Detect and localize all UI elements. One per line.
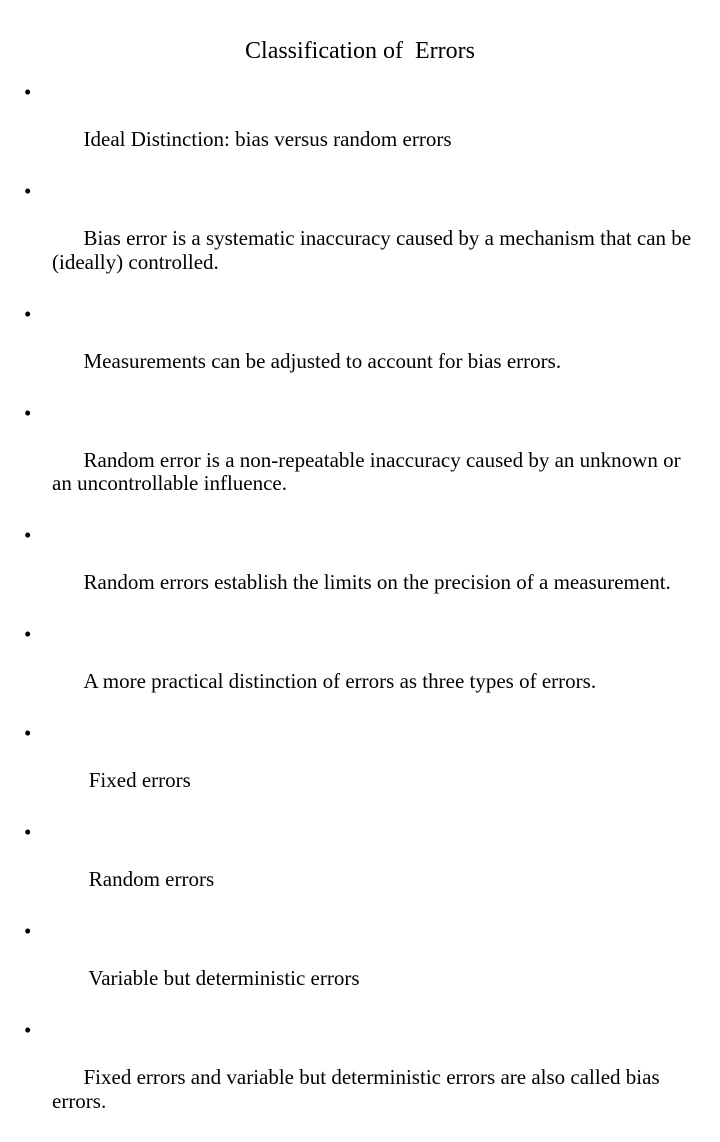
bullet-dot-icon: •	[24, 1018, 32, 1042]
bullet-item	[20, 1019, 700, 1137]
bullet-dot-icon: •	[24, 80, 32, 104]
bullet-text: Random errors	[83, 867, 215, 891]
bullet-text: Ideal Distinction: bias versus random errors	[83, 127, 452, 151]
bullet-item	[20, 821, 700, 915]
bullet-dot-icon: •	[24, 400, 32, 425]
bullet-text: Measurements can be adjusted to account for bias errors.	[83, 348, 562, 373]
bullet-dot-icon: •	[24, 820, 32, 844]
bullet-list	[20, 81, 700, 1142]
bullet-dot-icon: •	[24, 919, 32, 943]
bullet-item	[20, 920, 700, 1014]
bullet-text: Variable but deterministic errors	[83, 966, 360, 990]
bullet-item	[20, 402, 700, 520]
bullet-text: Fixed errors and variable but deterministic errors are also called bias errors.	[52, 1065, 665, 1113]
bullet-text: Random error is a non-repeatable inaccuracy caused by an unknown or an uncontrollable influence.	[52, 447, 686, 495]
bullet-item	[20, 81, 700, 175]
bullet-dot-icon: •	[24, 622, 32, 646]
bullet-dot-icon: •	[24, 301, 32, 326]
bullet-dot-icon: •	[24, 179, 32, 203]
bullet-dot-icon: •	[24, 523, 32, 547]
slide-title: Classification of Errors	[245, 38, 475, 64]
bullet-dot-icon: •	[24, 721, 32, 745]
bullet-item	[20, 524, 700, 618]
bullet-text: A more practical distinction of errors as three types of errors.	[83, 669, 597, 693]
bullet-item	[20, 180, 700, 298]
bullet-item	[20, 623, 700, 717]
bullet-text: Random errors establish the limits on the precision of a measurement.	[83, 570, 671, 594]
bullet-text: Bias error is a systematic inaccuracy caused by a mechanism that can be (ideally) controlled.	[52, 226, 702, 274]
bullet-text: Fixed errors	[83, 768, 191, 792]
bullet-item	[20, 303, 700, 397]
bullet-item	[20, 722, 700, 816]
